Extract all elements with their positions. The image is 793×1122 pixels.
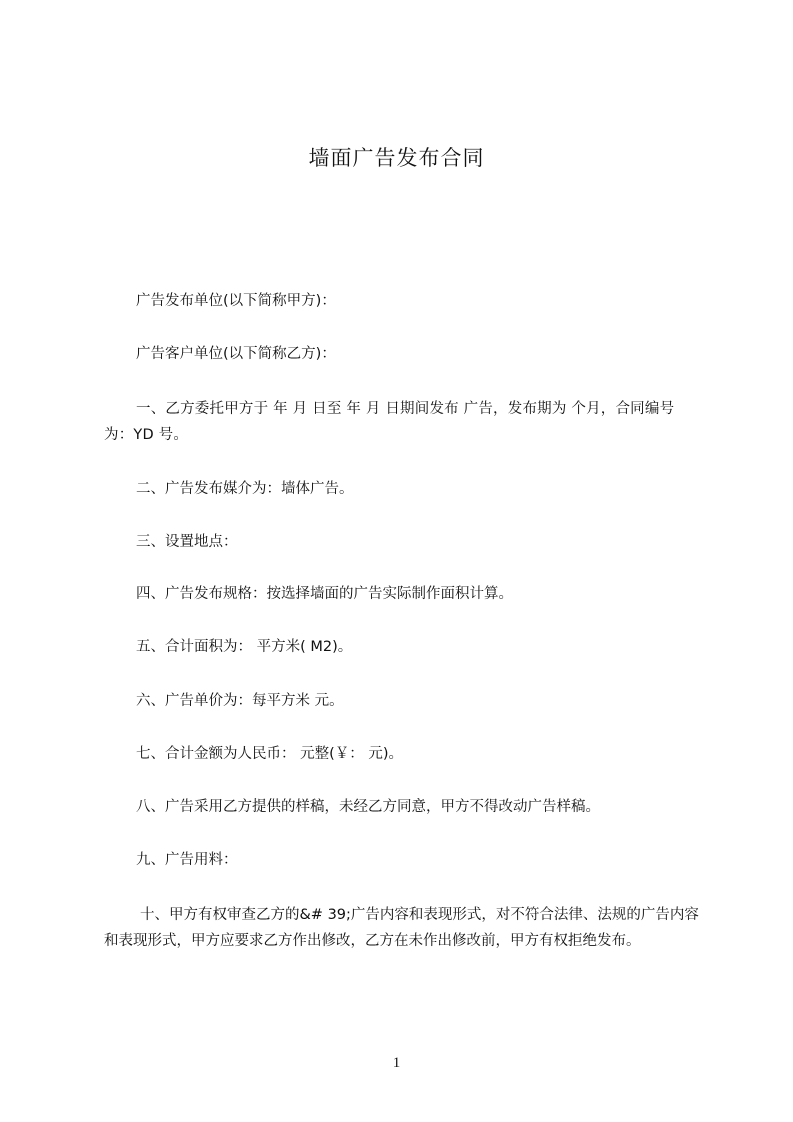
document-title: 墙面广告发布合同 <box>308 146 485 170</box>
clause-6: 六、广告单价为：每平方米 元。 <box>136 693 344 709</box>
clause-party-b: 广告客户单位(以下简称乙方)： <box>136 346 336 362</box>
clause-4: 四、广告发布规格：按选择墙面的广告实际制作面积计算。 <box>136 586 513 602</box>
clause-5: 五、合计面积为： 平方米( M2)。 <box>136 639 353 655</box>
clause-7: 七、合计金额为人民币： 元整(￥： 元)。 <box>136 746 404 762</box>
clause-1: 一、乙方委托甲方于 年 月 日至 年 月 日期间发布 广告，发布期为 个月，合同编号为：YD 号。 <box>104 401 675 443</box>
clause-8: 八、广告采用乙方提供的样稿，未经乙方同意，甲方不得改动广告样稿。 <box>136 799 600 815</box>
page-number: 1 <box>392 1055 401 1071</box>
clause-3: 三、设置地点： <box>136 534 238 550</box>
clause-9: 九、广告用料： <box>136 852 238 868</box>
clause-2: 二、广告发布媒介为：墙体广告。 <box>136 481 354 497</box>
clause-10: 十、甲方有权审查乙方的&# 39;广告内容和表现形式，对不符合法律、法规的广告内容和表现形式，甲方应要求乙方作出修改，乙方在未作出修改前，甲方有权拒绝发布。 <box>104 907 699 949</box>
clause-party-a: 广告发布单位(以下简称甲方)： <box>136 293 336 309</box>
